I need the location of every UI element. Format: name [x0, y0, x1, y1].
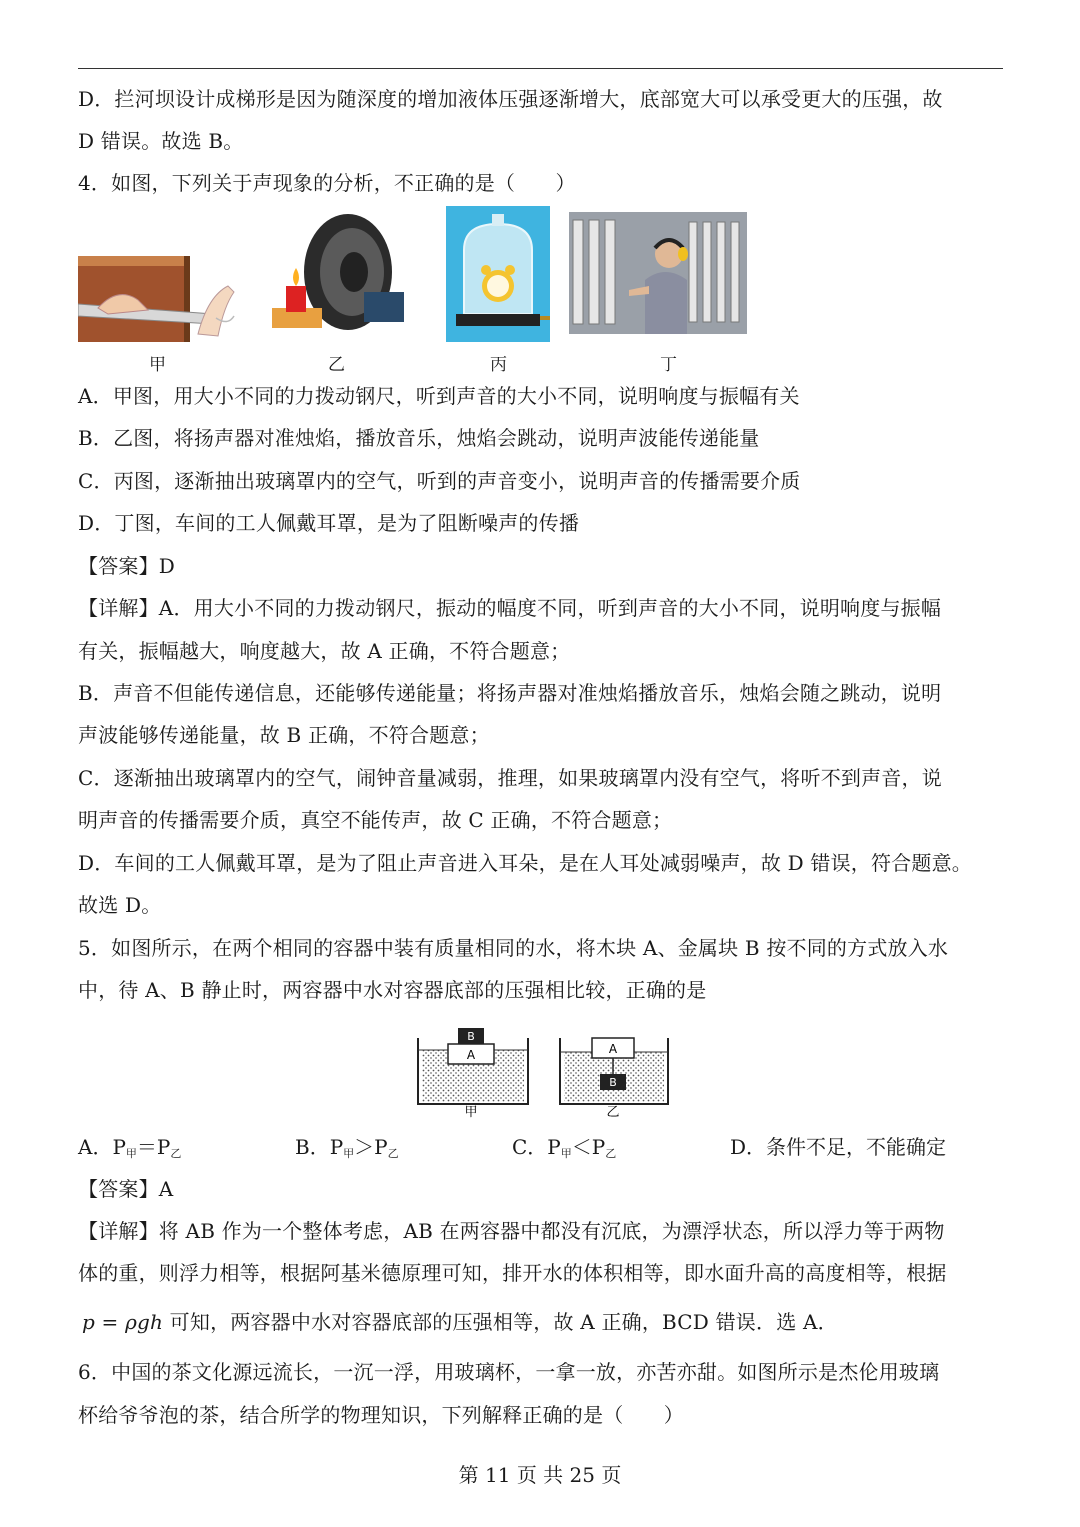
q4-option-a: A．甲图，用大小不同的力拨动钢尺，听到声音的大小不同，说明响度与振幅有关: [78, 384, 800, 408]
q5-answer: 【答案】A: [78, 1177, 174, 1201]
figure-label-ding: 丁: [660, 355, 677, 375]
q5-detail-3: p = ρgh 可知，两容器中水对容器底部的压强相等，故 A 正确，BCD 错误．选 A．: [82, 1310, 838, 1334]
q4-detail-4: 声波能够传递能量，故 B 正确，不符合题意；: [78, 723, 490, 747]
q6-stem-1: 6．中国的茶文化源远流长，一沉一浮，用玻璃杯，一拿一放，亦苦亦甜。如图所示是杰伦用玻璃: [78, 1360, 940, 1384]
factory-worker-figure: [569, 212, 747, 334]
q4-detail-5: C．逐渐抽出玻璃罩内的空气，闹钟音量减弱，推理，如果玻璃罩内没有空气，将听不到声音，说: [78, 766, 942, 790]
q4-detail-8: 故选 D。: [78, 893, 162, 917]
q3-option-d-line1: D．拦河坝设计成梯形是因为随深度的增加液体压强逐渐增大，底部宽大可以承受更大的压强，故: [78, 87, 943, 111]
container-label-jia: 甲: [464, 1105, 478, 1118]
bell-jar-figure: [446, 206, 550, 342]
figure-label-yi: 乙: [328, 355, 345, 375]
ruler-figure: [78, 256, 238, 346]
q5-stem-1: 5．如图所示，在两个相同的容器中装有质量相同的水，将木块 A、金属块 B 按不同的方式放入水: [78, 936, 949, 960]
block-b-right: B: [609, 1076, 617, 1089]
q5-option-b: B．$P_甲>P_乙$: [295, 1135, 399, 1160]
page-footer: 第 11 页 共 25 页: [458, 1463, 622, 1487]
block-a-right: A: [608, 1042, 618, 1056]
q4-detail-6: 明声音的传播需要介质，真空不能传声，故 C 正确，不符合题意；: [78, 808, 673, 832]
q4-detail-1: 【详解】A．用大小不同的力拨动钢尺，振动的幅度不同，听到声音的大小不同，说明响度与振幅: [78, 596, 942, 620]
q5-stem-2: 中，待 A、B 静止时，两容器中水对容器底部的压强相比较，正确的是: [78, 978, 707, 1002]
q4-stem: 4．如图，下列关于声现象的分析，不正确的是（ ）: [78, 171, 576, 195]
q4-option-b: B．乙图，将扬声器对准烛焰，播放音乐，烛焰会跳动，说明声波能传递能量: [78, 426, 760, 450]
q6-stem-2: 杯给爷爷泡的茶，结合所学的物理知识，下列解释正确的是（ ）: [78, 1403, 684, 1427]
q4-option-c: C．丙图，逐渐抽出玻璃罩内的空气，听到的声音变小，说明声音的传播需要介质: [78, 469, 801, 493]
block-a-left: A: [466, 1048, 476, 1062]
container-label-yi: 乙: [606, 1105, 620, 1118]
q4-detail-2: 有关，振幅越大，响度越大，故 A 正确，不符合题意；: [78, 639, 571, 663]
q4-detail-3: B．声音不但能传递信息，还能够传递能量；将扬声器对准烛焰播放音乐，烛焰会随之跳动，说明: [78, 681, 942, 705]
q4-detail-7: D．车间的工人佩戴耳罩，是为了阻止声音进入耳朵，是在人耳处减弱噪声，故 D 错误，符合题意。: [78, 851, 972, 875]
q4-answer: 【答案】D: [78, 554, 176, 578]
q5-detail-1: 【详解】将 AB 作为一个整体考虑，AB 在两容器中都没有沉底，为漂浮状态，所以浮力等于两物: [78, 1219, 945, 1243]
speaker-candle-figure: [268, 208, 408, 338]
containers-figure: [412, 1024, 674, 1118]
q5-option-a: A．$P_甲=P_乙$: [78, 1135, 182, 1160]
q5-option-d: D．条件不足，不能确定: [730, 1135, 947, 1159]
figure-label-bing: 丙: [490, 355, 507, 375]
figure-label-jia: 甲: [149, 355, 166, 375]
q4-option-d: D．丁图，车间的工人佩戴耳罩，是为了阻断噪声的传播: [78, 511, 580, 535]
q5-option-c: C．$P_甲<P_乙$: [512, 1135, 617, 1160]
header-rule: [78, 68, 1003, 69]
block-b-left: B: [467, 1030, 475, 1043]
q5-detail-2: 体的重，则浮力相等，根据阿基米德原理可知，排开水的体积相等，即水面升高的高度相等，根据: [78, 1261, 947, 1285]
q3-option-d-line2: D 错误。故选 B。: [78, 129, 244, 153]
pressure-formula: p = ρgh: [82, 1310, 164, 1334]
